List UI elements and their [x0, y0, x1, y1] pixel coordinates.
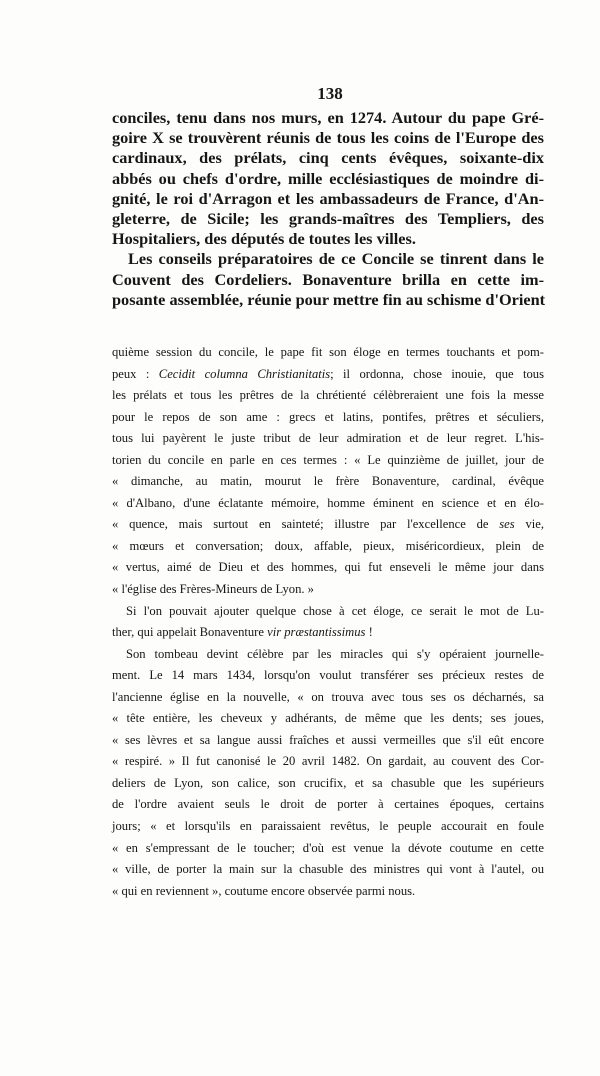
upper-text-block	[112, 108, 544, 310]
text-line: pour le repos de son ame : grecs et latins, pontifes, prêtres et séculiers,	[112, 409, 544, 424]
text-line: de l'ordre avaient seuls le droit de porter à certaines époques, certains	[112, 797, 544, 812]
text-line: posante assemblée, réunie pour mettre fin au schisme d'Orient	[112, 289, 546, 309]
text-run: ; il ordonna, chose inouie, que tous	[330, 366, 544, 381]
text-line: l'ancienne église en la nouvelle, « on trouva avec tous ses os décharnés, sa	[112, 689, 544, 704]
text-line	[112, 514, 544, 536]
text-line: Hospitaliers, des députés de toutes les villes.	[112, 229, 416, 249]
text-line: Son tombeau devint célèbre par les miracles qui s'y opéraient journelle-	[126, 646, 544, 661]
text-line: « ville, de porter la main sur la chasuble des ministres qui vont à l'autel, ou	[112, 862, 544, 877]
text-line: « mœurs et conversation; doux, affable, pieux, miséricordieux, plein de	[112, 538, 544, 553]
page-number: 138	[317, 84, 343, 103]
text-line: tous lui payèrent le juste tribut de leur admiration et de leur regret. L'his-	[112, 431, 544, 446]
text-line: gnité, le roi d'Arragon et les ambassadeurs de France, d'An-	[112, 188, 544, 208]
text-run: peux :	[112, 366, 159, 381]
text-line: « en s'empressant de le toucher; d'où est venue la dévote coutume en cette	[112, 840, 544, 855]
text-line: Les conseils préparatoires de ce Concile se tinrent dans le	[128, 249, 544, 269]
text-line: « tête entière, les cheveux y adhérants, de même que les dents; ses joues,	[112, 711, 544, 726]
text-line: gleterre, de Sicile; les grands-maîtres des Templiers, des	[112, 208, 544, 228]
italic-latin-phrase: vir præstantissimus	[267, 625, 366, 640]
text-line: ment. Le 14 mars 1434, lorsqu'on voulut transférer ses précieux restes de	[112, 668, 544, 683]
text-line: « l'église des Frères-Mineurs de Lyon. »	[112, 582, 314, 597]
text-line: « ses lèvres et sa langue aussi fraîches et aussi vermeilles que s'il eût encore	[112, 732, 544, 747]
text-line: abbés ou chefs d'ordre, mille ecclésiastiques de moindre di-	[112, 168, 544, 188]
text-line: Si l'on pouvait ajouter quelque chose à cet éloge, ce serait le mot de Lu-	[126, 603, 544, 618]
text-line: « respiré. » Il fut canonisé le 20 avril 1482. On gardait, au couvent des Cor-	[112, 754, 544, 769]
text-line: Couvent des Cordeliers. Bonaventure brilla en cette im-	[112, 269, 544, 289]
text-line: torien du concile en parle en ces termes : « Le quinzième de juillet, jour de	[112, 452, 544, 467]
text-line: goire X se trouvèrent réunis de tous les coins de l'Europe des	[112, 128, 544, 148]
text-line: quième session du concile, le pape fit son éloge en termes touchants et pom-	[112, 345, 544, 359]
lower-text-block	[112, 342, 544, 902]
text-line: les prélats et tous les prêtres de la chrétienté célèbreraient une fois la messe	[112, 388, 544, 403]
text-run: vie,	[514, 517, 544, 532]
text-line	[112, 364, 544, 386]
text-run: !	[365, 625, 373, 640]
text-run: « quence, mais surtout en sainteté; illustre par l'excellence de	[112, 517, 500, 532]
text-line: « vertus, aimé de Dieu et des hommes, qui fut enseveli le même jour dans	[112, 560, 544, 575]
text-line: jours; « et lorsqu'ils en paraissaient revêtus, le peuple accourait en foule	[112, 819, 544, 834]
text-line: « d'Albano, d'une éclatante mémoire, homme éminent en science et en élo-	[112, 495, 544, 510]
text-line: deliers de Lyon, son calice, son crucifix, et sa chasuble que les supérieurs	[112, 775, 544, 790]
text-line: conciles, tenu dans nos murs, en 1274. Autour du pape Gré-	[112, 108, 544, 127]
text-line: « dimanche, au matin, mourut le frère Bonaventure, cardinal, évêque	[112, 474, 544, 489]
italic-latin-phrase: Cecidit columna Christianitatis	[158, 366, 331, 381]
text-line	[112, 622, 544, 644]
italic-word: ses	[499, 517, 515, 532]
text-run: ther, qui appelait Bonaventure	[112, 625, 268, 640]
text-line: cardinaux, des prélats, cinq cents évêques, soixante-dix	[112, 148, 544, 168]
text-line: « qui en reviennent », coutume encore observée parmi nous.	[112, 883, 416, 898]
